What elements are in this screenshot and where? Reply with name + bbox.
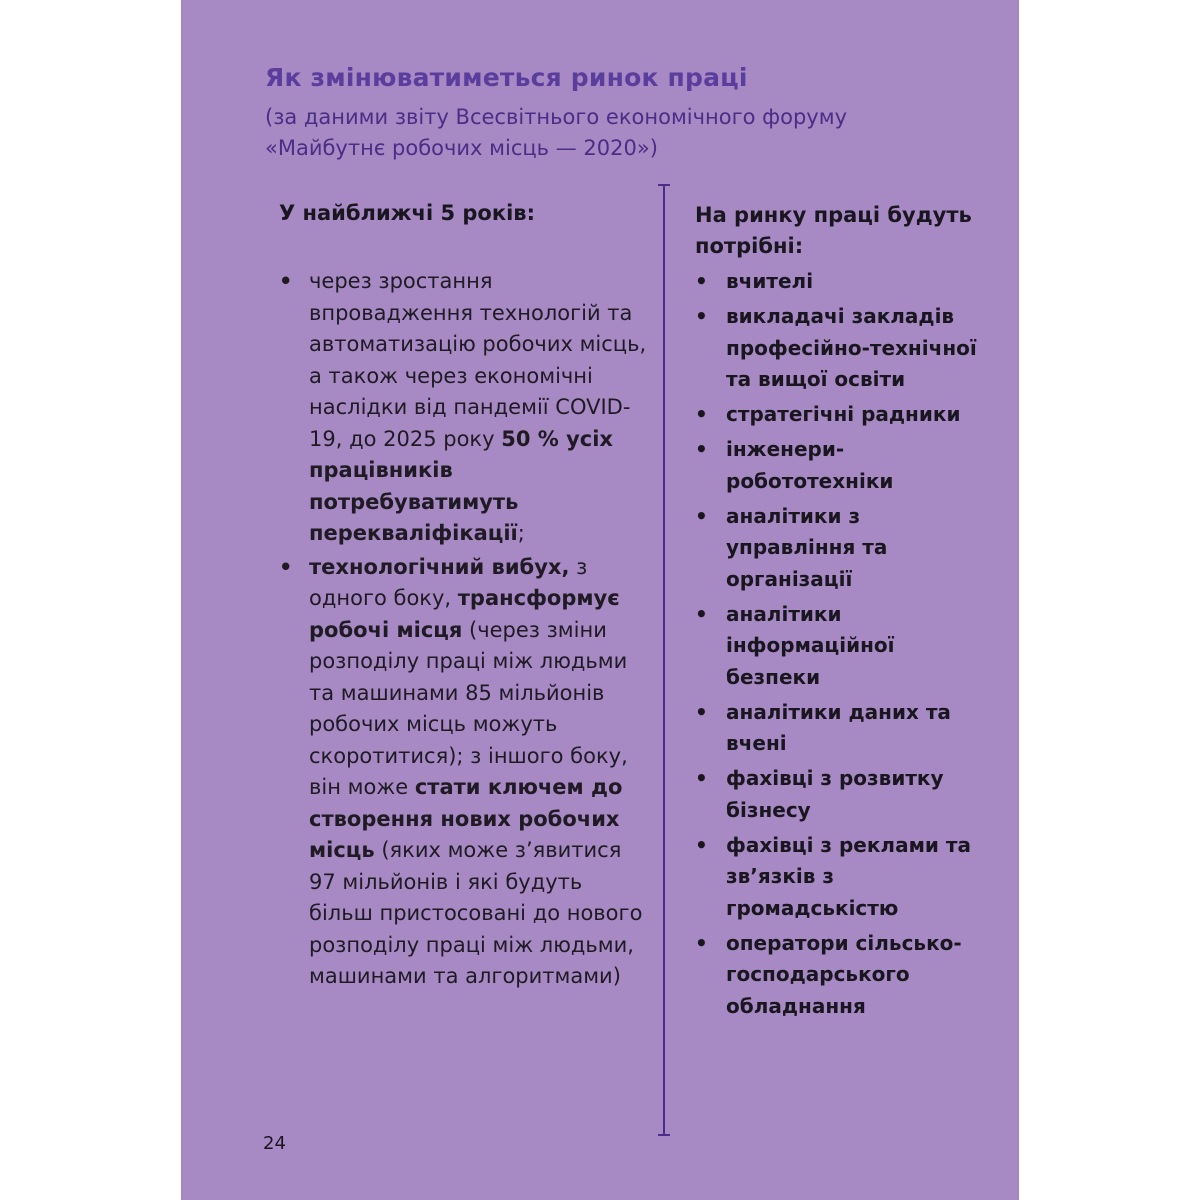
right-list-item: • інженери-робототехніки <box>695 434 995 497</box>
body-text: з одного боку, <box>309 554 588 610</box>
left-list-item <box>279 266 649 550</box>
right-list-item: • аналітики з управління та організації <box>695 501 995 596</box>
right-bullet-list <box>695 266 995 1026</box>
page-number: 24 <box>263 1133 286 1154</box>
bold-text: стати ключем до створення нових робочих місць <box>309 775 623 862</box>
right-list-item: • викладачі закладів професійно-технічної та вищої освіти <box>695 301 995 396</box>
column-divider <box>663 184 665 1136</box>
book-page <box>181 0 1019 1200</box>
left-list-item <box>279 552 649 993</box>
bold-text: технологічний вибух, <box>309 554 570 579</box>
right-list-item: • фахівці з реклами та зв’язків з громадськістю <box>695 830 995 925</box>
right-list-item: • фахівці з розвитку бізнесу <box>695 763 995 826</box>
right-list-item: • вчителі <box>695 266 995 298</box>
bold-text: 50 % усіх працівників потребуватимуть перекваліфікації <box>309 426 613 545</box>
page-subtitle: (за даними звіту Всесвітнього економічного форуму «Майбутнє робочих місць — 2020») <box>265 105 848 160</box>
body-text: ; <box>517 521 525 545</box>
right-list-item: • оператори сільсько-господарського обладнання <box>695 928 995 1023</box>
body-text: (яких може з’явитися 97 мільйонів і які будуть більш пристосовані до нового розподілу праці між людьми, машинами та алгоритмами) <box>309 838 643 988</box>
page-title: Як змінюватиметься ринок праці <box>265 63 748 92</box>
left-bullet-list <box>279 266 649 995</box>
right-list-item: • аналітики даних та вчені <box>695 697 995 760</box>
bold-text: трансформує робочі місця <box>309 586 620 642</box>
left-column-heading: У найближчі 5 років: <box>279 201 535 225</box>
right-list-item: • аналітики інформаційної безпеки <box>695 599 995 694</box>
right-list-item: • стратегічні радники <box>695 399 995 431</box>
body-text: через зростання впровадження технологій та автоматизацію робочих місць, а також через економічні наслідки від пандемії COVID-19, до 2025 року <box>309 269 647 451</box>
body-text: (через зміни розподілу праці між людьми та машинами 85 мільйонів робочих місць можуть скоротитися); з іншого боку, він може <box>309 617 628 799</box>
right-column-heading: На ринку праці будуть потрібні: <box>695 203 972 258</box>
